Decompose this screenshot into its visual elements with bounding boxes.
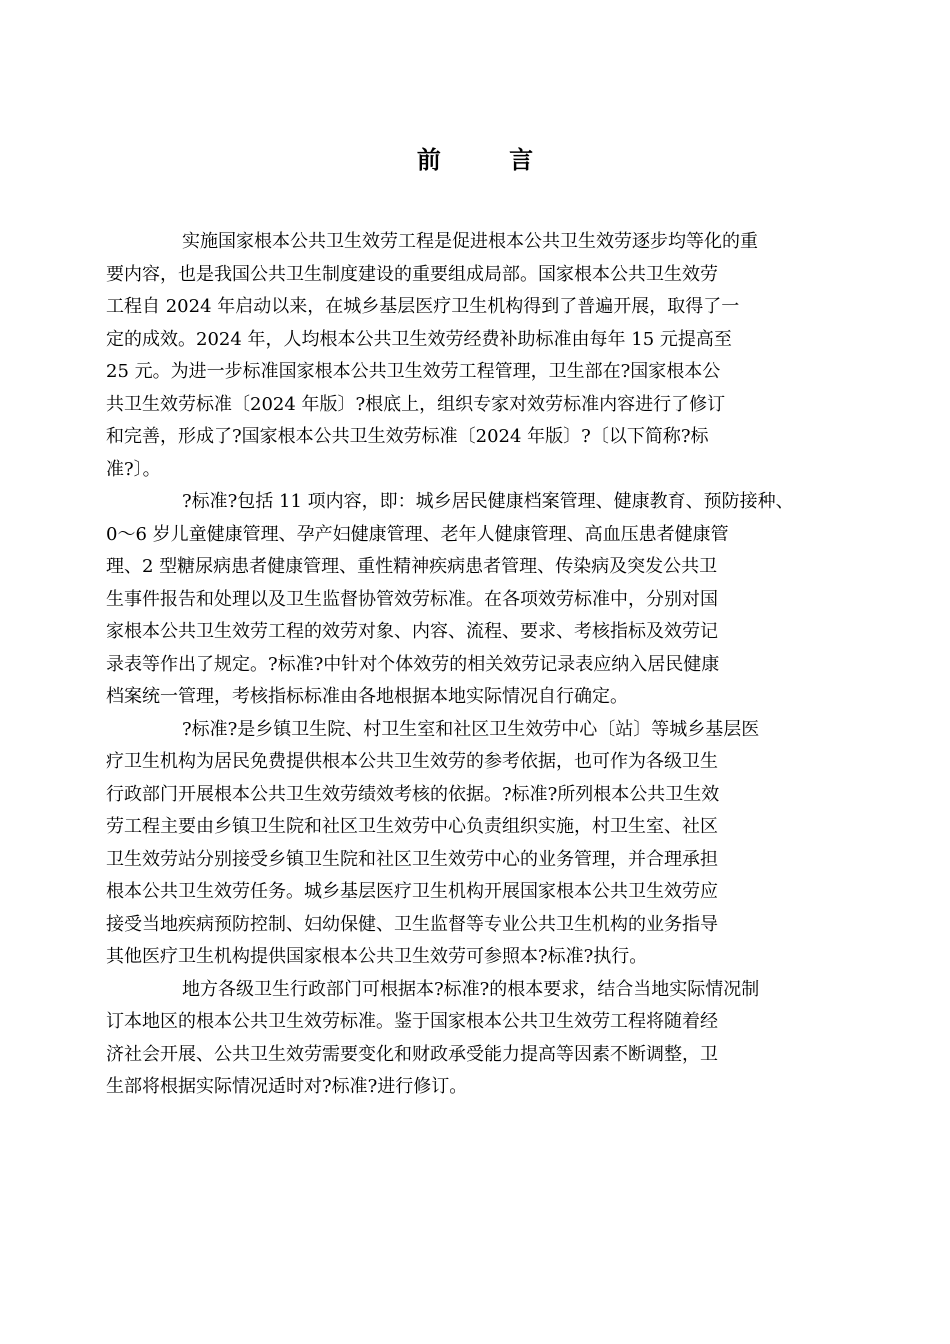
- paragraph-line: 济社会开展、公共卫生效劳需要变化和财政承受能力提高等因素不断调整，卫: [106, 1043, 718, 1065]
- paragraph-1: [106, 226, 809, 486]
- paragraph-line: 实施国家根本公共卫生效劳工程是促进根本公共卫生效劳逐步均等化的重: [182, 231, 758, 252]
- paragraph-line: 准?〕。: [106, 458, 161, 480]
- paragraph-3: [106, 714, 809, 974]
- paragraph-4: [106, 974, 809, 1104]
- paragraph-line: 录表等作出了规定。?标准?中针对个体效劳的相关效劳记录表应纳入居民健康: [106, 653, 720, 675]
- page-title: 前 言: [416, 146, 564, 174]
- paragraph-line: 家根本公共卫生效劳工程的效劳对象、内容、流程、要求、考核指标及效劳记: [106, 621, 718, 642]
- paragraph-line: 工程自 2024 年启动以来，在城乡基层医疗卫生机构得到了普遍开展，取得了一: [106, 296, 740, 317]
- paragraph-line: 和完善，形成了?国家根本公共卫生效劳标准〔2024 年版〕?〔以下简称?标: [106, 426, 709, 447]
- paragraph-line: 疗卫生机构为居民免费提供根本公共卫生效劳的参考依据，也可作为各级卫生: [106, 751, 718, 772]
- paragraph-line: 根本公共卫生效劳任务。城乡基层医疗卫生机构开展国家根本公共卫生效劳应: [106, 881, 718, 902]
- paragraph-line: 理、2 型糖尿病患者健康管理、重性精神疾病患者管理、传染病及突发公共卫: [106, 556, 718, 577]
- paragraph-line: 25 元。为进一步标准国家根本公共卫生效劳工程管理，卫生部在?国家根本公: [106, 361, 721, 382]
- document-body: [106, 226, 809, 1104]
- paragraph-line: 定的成效。2024 年，人均根本公共卫生效劳经费补助标准由每年 15 元提高至: [106, 328, 732, 350]
- paragraph-line: ?标准?是乡镇卫生院、村卫生室和社区卫生效劳中心〔站〕等城乡基层医: [182, 718, 760, 740]
- paragraph-line: 要内容，也是我国公共卫生制度建设的重要组成局部。国家根本公共卫生效劳: [106, 263, 718, 285]
- paragraph-line: 劳工程主要由乡镇卫生院和社区卫生效劳中心负责组织实施，村卫生室、社区: [106, 816, 718, 837]
- paragraph-line: 接受当地疾病预防控制、妇幼保健、卫生监督等专业公共卫生机构的业务指导: [106, 913, 718, 935]
- paragraph-line: 订本地区的根本公共卫生效劳标准。鉴于国家根本公共卫生效劳工程将随着经: [106, 1011, 718, 1032]
- paragraph-line: 卫生效劳站分别接受乡镇卫生院和社区卫生效劳中心的业务管理，并合理承担: [106, 848, 718, 870]
- paragraph-line: 共卫生效劳标准〔2024 年版〕?根底上，组织专家对效劳标准内容进行了修订: [106, 393, 726, 415]
- paragraph-line: 0～6 岁儿童健康管理、孕产妇健康管理、老年人健康管理、高血压患者健康管: [106, 523, 729, 545]
- paragraph-line: ?标准?包括 11 项内容，即：城乡居民健康档案管理、健康教育、预防接种、: [182, 491, 794, 512]
- paragraph-2: [106, 486, 809, 714]
- paragraph-line: 生事件报告和处理以及卫生监督协管效劳标准。在各项效劳标准中，分别对国: [106, 588, 718, 610]
- paragraph-line: 行政部门开展根本公共卫生效劳绩效考核的依据。?标准?所列根本公共卫生效: [106, 783, 720, 805]
- paragraph-line: 其他医疗卫生机构提供国家根本公共卫生效劳可参照本?标准?执行。: [106, 946, 648, 967]
- paragraph-line: 档案统一管理，考核指标标准由各地根据本地实际情况自行确定。: [106, 686, 628, 707]
- paragraph-line: 地方各级卫生行政部门可根据本?标准?的根本要求，结合当地实际情况制: [182, 978, 760, 1000]
- paragraph-line: 生部将根据实际情况适时对?标准?进行修订。: [106, 1076, 468, 1097]
